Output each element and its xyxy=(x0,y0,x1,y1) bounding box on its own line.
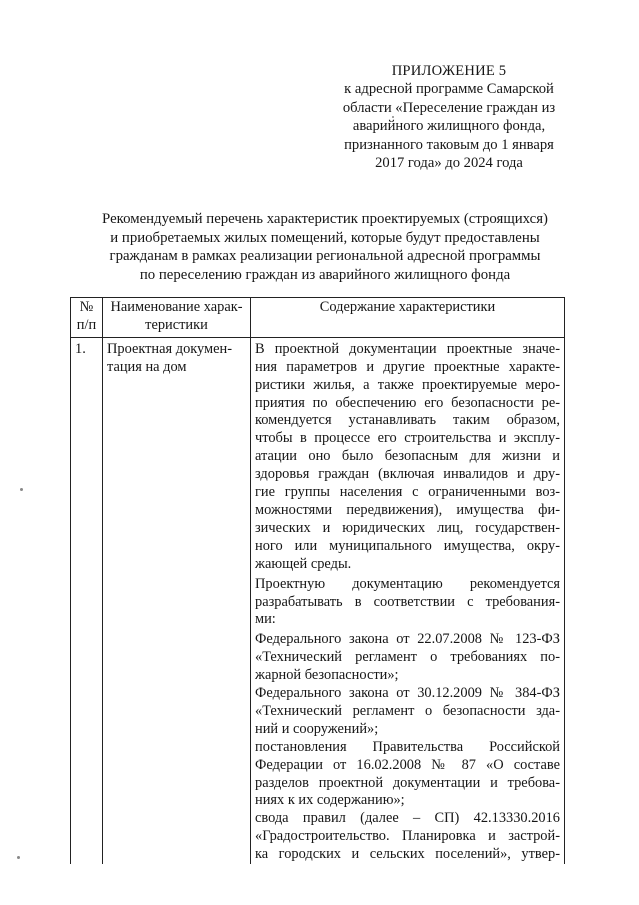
appendix-line: признанного таковым до 1 января xyxy=(344,136,554,153)
appendix-line: области «Переселение граждан из xyxy=(342,99,556,116)
scan-speck xyxy=(392,116,394,118)
content-line: «Технический регламент о безопасности зда- xyxy=(255,702,560,719)
content-line: постановления Правительства Российской xyxy=(255,738,560,755)
row-name xyxy=(103,337,251,864)
content-line: жарной безопасности»; xyxy=(255,667,399,684)
content-line: ми: xyxy=(255,611,276,628)
document-title-line: по переселению граждан из аварийного жилищного фонда xyxy=(139,266,511,283)
table-row xyxy=(71,337,565,864)
document-title xyxy=(60,210,590,284)
header-content: Содержание характеристики xyxy=(251,298,565,338)
header-name-line: теристики xyxy=(145,316,208,333)
content-line: Федерации от 16.02.2008 № 87 «О составе xyxy=(255,756,560,773)
content-line: ного или муниципального имущества, окру- xyxy=(255,537,560,554)
content-line: В проектной документации проектные значе- xyxy=(255,340,560,357)
content-line: ка городских и сельских поселений», утвер- xyxy=(255,846,560,863)
row-name-line: Проектная докумен- xyxy=(107,340,233,357)
content-line: можностями передвижения), имущества фи- xyxy=(255,501,560,518)
content-line: разрабатывать в соответствии с требования- xyxy=(255,593,560,610)
content-line: ристики жилья, а также проектируемые меро- xyxy=(255,376,560,393)
content-line: гие группы населения с ограниченными воз- xyxy=(255,484,560,501)
content-line: чтобы в процессе его строительства и эксплу- xyxy=(255,430,560,447)
header-number-symbol: № xyxy=(79,299,94,315)
content-line: Федерального закона от 30.12.2009 № 384-ФЗ xyxy=(255,685,560,702)
content-line: жающей среды. xyxy=(255,555,352,572)
appendix-line: аварийного жилищного фонда, xyxy=(352,118,546,135)
document-title-line: гражданам в рамках реализации региональной адресной программы xyxy=(109,248,541,264)
content-line: ний и сооружений»; xyxy=(255,720,379,737)
scan-speck xyxy=(17,856,20,859)
content-line: свода правил (далее – СП) 42.13330.2016 xyxy=(255,810,560,827)
header-name xyxy=(103,298,251,338)
content-line: ния параметров и другие проектные характе- xyxy=(255,358,560,375)
content-line: здоровья граждан (включая инвалидов и дру- xyxy=(255,466,560,483)
row-content xyxy=(251,337,565,864)
row-number: 1. xyxy=(71,337,103,864)
header-name-line: Наименование харак- xyxy=(110,299,243,315)
content-line: Проектную документацию рекомендуется xyxy=(255,575,560,592)
content-line: зических и юридических лиц, государствен- xyxy=(255,519,560,536)
appendix-title: ПРИЛОЖЕНИЕ 5 xyxy=(391,63,507,79)
appendix-line: к адресной программе Самарской xyxy=(344,81,554,98)
appendix-header xyxy=(338,62,560,172)
content-line: атации оно было безопасным для жизни и xyxy=(255,448,560,465)
content-line: Федерального закона от 22.07.2008 № 123-ФЗ xyxy=(255,631,560,648)
row-name-line: тация на дом xyxy=(107,358,187,375)
content-line: ниях к их содержанию»; xyxy=(255,792,405,809)
document-title-line: Рекомендуемый перечень характеристик проектируемых (строящихся) xyxy=(102,211,548,227)
content-line: «Технический регламент о требованиях по- xyxy=(255,649,560,666)
header-number-abbr: п/п xyxy=(76,316,97,333)
content-line: приятия по обеспечению его безопасности ре- xyxy=(255,394,560,411)
characteristics-table xyxy=(70,297,565,864)
scan-speck xyxy=(20,488,23,491)
table-header-row xyxy=(71,298,565,338)
header-number xyxy=(71,298,103,338)
document-title-line: и приобретаемых жилых помещений, которые будут предоставлены xyxy=(110,229,540,246)
content-line: «Градостроительство. Планировка и застрой- xyxy=(255,828,560,845)
content-line: разделов проектной документации и требова- xyxy=(255,774,560,791)
appendix-line: 2017 года» до 2024 года xyxy=(375,155,523,172)
content-line: комендуется устанавливать таким образом, xyxy=(255,412,560,429)
